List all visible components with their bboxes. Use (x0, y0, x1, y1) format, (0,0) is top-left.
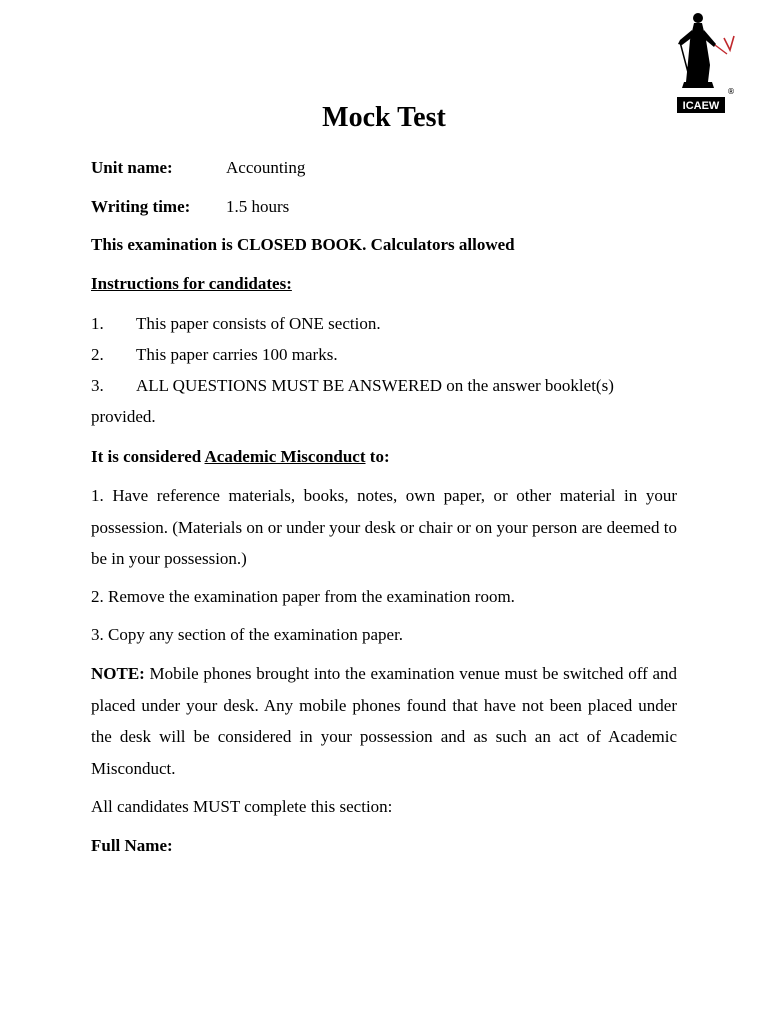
svg-text:®: ® (727, 87, 735, 96)
instruction-continuation: provided. (91, 407, 156, 426)
misconduct-heading (91, 446, 390, 468)
misconduct-item-2: 2. Remove the examination paper from the examination room. (91, 587, 515, 606)
misconduct-suffix: to: (365, 447, 390, 466)
instruction-item (91, 313, 381, 335)
note-text: Mobile phones brought into the examination venue must be switched off and placed under your desk. Any mobile phones found that have not been placed under the desk will be considered in your possession and as such an act of Academic Misconduct. (91, 664, 677, 778)
misconduct-prefix: It is considered (91, 447, 205, 466)
instruction-text: ALL QUESTIONS MUST BE ANSWERED on the answer booklet(s) (136, 376, 614, 395)
misconduct-item-3: 3. Copy any section of the examination paper. (91, 625, 404, 644)
instruction-text: This paper consists of ONE section. (136, 314, 381, 333)
unit-name-label: Unit name: (91, 158, 173, 177)
writing-time-value: 1.5 hours (226, 197, 290, 216)
instruction-item (91, 375, 614, 397)
full-name-label: Full Name: (91, 836, 173, 855)
instruction-number: 1. (91, 314, 104, 333)
instruction-number: 2. (91, 345, 104, 364)
instruction-item (91, 344, 338, 366)
instruction-number: 3. (91, 376, 104, 395)
note-paragraph (91, 658, 677, 784)
closed-book-notice: This examination is CLOSED BOOK. Calculators allowed (91, 235, 515, 254)
instruction-text: This paper carries 100 marks. (136, 345, 338, 364)
academic-misconduct-term: Academic Misconduct (204, 447, 366, 466)
page-title: Mock Test (322, 102, 446, 133)
complete-section-instruction: All candidates MUST complete this section: (91, 797, 393, 816)
svg-text:ICAEW: ICAEW (682, 100, 720, 112)
misconduct-item-1: 1. Have reference materials, books, notes, own paper, or other material in your possession. (Materials on or under your desk or chair or on your person are deemed to be in your possession.) (91, 486, 677, 568)
writing-time-label: Writing time: (91, 197, 191, 216)
note-label: NOTE: (91, 664, 145, 683)
unit-name-value: Accounting (226, 158, 306, 177)
instructions-heading: Instructions for candidates: (91, 274, 292, 293)
